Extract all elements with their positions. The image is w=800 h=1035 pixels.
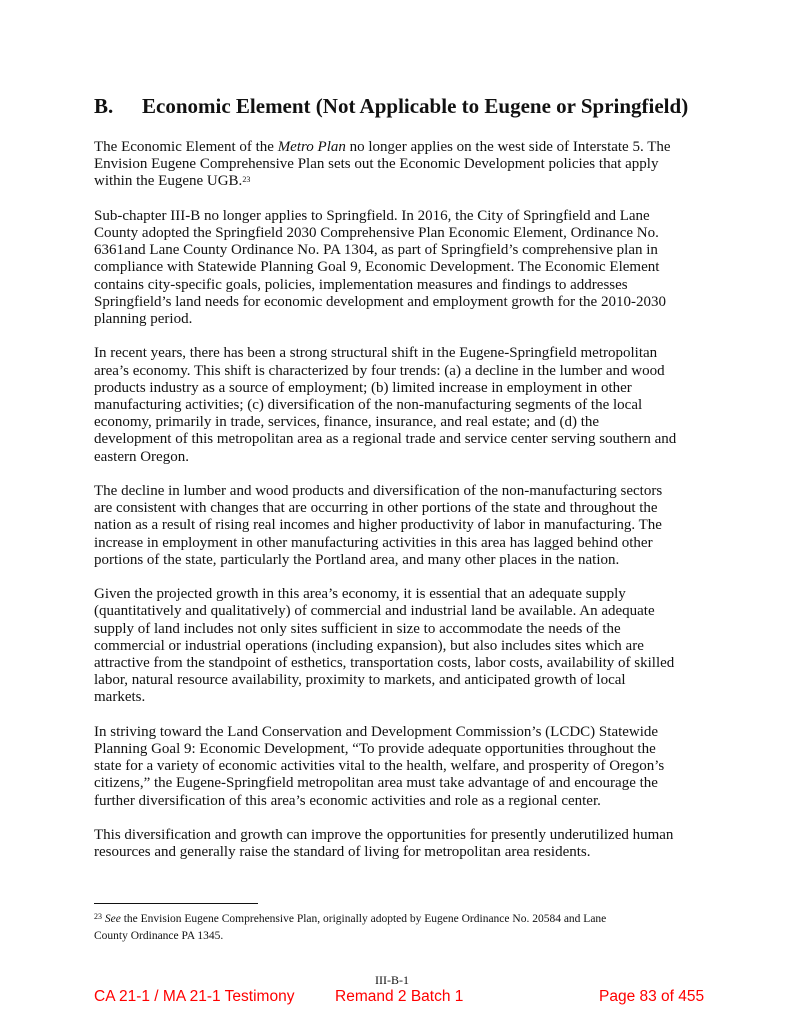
text-line: economy, primarily in trade, services, finance, insurance, and real estate; and (d) the <box>94 414 600 431</box>
text-line: state for a variety of economic activities vital to the health, welfare, and prosperity of Oregon’s <box>94 758 665 775</box>
text-line: products industry as a source of employment; (b) limited increase in employment in other <box>94 379 632 396</box>
paragraph <box>94 586 676 706</box>
stamp-batch: Remand 2 Batch 1 <box>335 988 464 1005</box>
paragraphs <box>94 208 676 862</box>
text-line: labor, natural resource availability, proximity to markets, and anticipated growth of local <box>94 672 626 689</box>
text-line: contains city-specific goals, policies, implementation measures and findings to addresses <box>94 276 628 293</box>
text-line: eastern Oregon. <box>94 448 189 465</box>
text-line: resources and generally raise the standard of living for metropolitan area residents. <box>94 844 591 861</box>
text-line: County adopted the Springfield 2030 Comprehensive Plan Economic Element, Ordinance No. <box>94 225 659 241</box>
text-line: further diversification of this area’s economic activities and role as a regional center. <box>94 792 601 809</box>
metro-plan-italic: Metro Plan <box>277 139 346 155</box>
paragraph <box>94 724 676 810</box>
text-line: compliance with Statewide Planning Goal 9, Economic Development. The Economic Element <box>94 259 660 276</box>
text-line: Sub-chapter III-B no longer applies to Springfield. In 2016, the City of Springfield and Lane <box>94 207 650 224</box>
text-line: In striving toward the Land Conservation and Development Commission’s (LCDC) Statewide <box>94 723 659 740</box>
text-line: nation as a result of rising real incomes and higher productivity of labor in manufacturing. The <box>94 517 662 534</box>
text-line: markets. <box>94 689 146 706</box>
paragraph <box>94 345 676 465</box>
text: the Envision Eugene Comprehensive Plan, originally adopted by Eugene Ordinance No. 20584 and Lane <box>120 913 607 925</box>
text-line: Given the projected growth in this area’s economy, it is essential that an adequate supply <box>94 586 626 603</box>
text-line <box>94 173 676 190</box>
text-line: are consistent with changes that are occurring in other portions of the state and throughout the <box>94 500 658 517</box>
text-line: attractive from the standpoint of esthetics, transportation costs, labor costs, availability of skilled <box>94 655 675 672</box>
text-line: portions of the state, particularly the Portland area, and many other places in the nation. <box>94 551 620 568</box>
footnote-see: See <box>104 913 121 925</box>
text-line: Envision Eugene Comprehensive Plan sets out the Economic Development policies that apply <box>94 156 659 173</box>
section-letter: B. <box>94 94 114 118</box>
text: The Economic Element of the <box>94 139 278 155</box>
footnote-reference[interactable]: 23 <box>242 175 251 185</box>
text-line: Planning Goal 9: Economic Development, “To provide adequate opportunities throughout the <box>94 741 656 758</box>
text-line: This diversification and growth can improve the opportunities for presently underutilized human <box>94 827 674 844</box>
stamp-page-count: Page 83 of 455 <box>599 988 705 1005</box>
text-line: increase in employment in other manufacturing activities in this area has lagged behind other <box>94 534 653 551</box>
text-line: planning period. <box>94 311 193 328</box>
paragraph <box>94 827 676 861</box>
text-line: The decline in lumber and wood products and diversification of the non-manufacturing sectors <box>94 483 663 500</box>
stamp-testimony: CA 21-1 / MA 21-1 Testimony <box>94 988 295 1005</box>
text-line: area’s economy. This shift is characterized by four trends: (a) a decline in the lumber and wood <box>94 362 665 379</box>
paragraph <box>94 208 676 328</box>
footnote-line: County Ordinance PA 1345. <box>94 929 224 942</box>
text-line: commercial or industrial operations (including expansion), but also includes sites which are <box>94 637 644 654</box>
page-number <box>0 973 800 988</box>
text-line: citizens,” the Eugene-Springfield metropolitan area must take advantage of and encourage the <box>94 775 658 792</box>
footnote-divider <box>94 903 258 904</box>
text-line: 6361and Lane County Ordinance No. PA 1304, as part of Springfield’s comprehensive plan in <box>94 242 658 259</box>
text: within the Eugene UGB. <box>94 173 243 190</box>
text-line: development of this metropolitan area as a regional trade and service center serving southern and <box>94 431 677 448</box>
paragraph <box>94 483 676 569</box>
text-line: supply of land includes not only sites sufficient in size to accommodate the needs of the <box>94 620 621 637</box>
paragraph-intro <box>94 139 676 191</box>
document-body <box>94 139 676 879</box>
text-line <box>94 139 676 156</box>
footnote <box>94 911 606 944</box>
text-line: Springfield’s land needs for economic development and employment growth for the 2010-2030 <box>94 293 666 310</box>
text-line: manufacturing activities; (c) diversification of the non-manufacturing segments of the local <box>94 397 643 414</box>
text-line: In recent years, there has been a strong structural shift in the Eugene-Springfield metropolitan <box>94 345 658 362</box>
text: no longer applies on the west side of Interstate 5. The <box>345 139 671 155</box>
footnote-number: 23 <box>94 912 102 921</box>
section-heading <box>94 94 688 119</box>
page-number-text: III-B-1 <box>375 973 409 987</box>
text-line: (quantitatively and qualitatively) of commercial and industrial land be available. An adequate <box>94 603 655 620</box>
footnote-line <box>94 911 606 928</box>
section-title: Economic Element (Not Applicable to Eugene or Springfield) <box>142 94 689 118</box>
